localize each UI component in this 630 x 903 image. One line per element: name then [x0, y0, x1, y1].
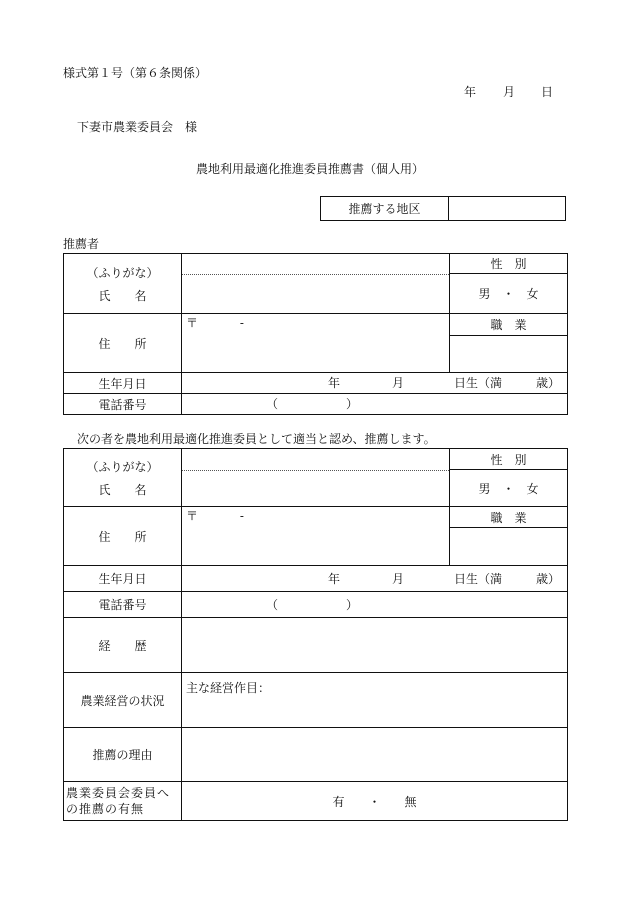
recommender-occupation-field[interactable] — [450, 336, 568, 373]
recommender-phone-field[interactable] — [182, 394, 568, 415]
postal-dash: - — [239, 509, 244, 523]
nominee-gender-label: 性 別 — [450, 449, 568, 470]
date-year-label: 年 — [464, 85, 477, 99]
recommender-birth-label: 生年月日 — [64, 373, 182, 394]
furigana-divider — [182, 470, 449, 471]
main-crops-label: 主な経営作目： — [186, 681, 271, 695]
district-value-field[interactable] — [449, 197, 566, 221]
nominee-occupation-label: 職 業 — [450, 507, 568, 528]
phone-close-paren: ） — [346, 598, 359, 612]
nominee-table — [63, 448, 568, 821]
recommender-name-field[interactable] — [182, 254, 450, 314]
date-day-label: 日 — [541, 85, 554, 99]
recommender-phone-label: 電話番号 — [64, 394, 182, 415]
birth-day-age: 日生（満 — [454, 572, 503, 586]
nominee-career-label: 経 歴 — [64, 618, 182, 673]
nominee-name-label-cell — [64, 449, 182, 507]
nominee-furigana-label: （ふりがな） — [86, 459, 159, 474]
recommender-furigana-label: （ふりがな） — [86, 265, 159, 280]
postal-dash: - — [239, 316, 244, 330]
district-box — [320, 196, 566, 221]
phone-close-paren: ） — [346, 397, 359, 411]
nominee-phone-label: 電話番号 — [64, 592, 182, 618]
furigana-divider — [182, 274, 449, 275]
nominee-address-label: 住 所 — [64, 507, 182, 566]
recommender-occupation-label: 職 業 — [450, 314, 568, 336]
nominee-address-field[interactable] — [182, 507, 450, 566]
recommender-address-field[interactable] — [182, 314, 450, 373]
birth-age-unit: 歳） — [536, 376, 561, 390]
recommendation-statement: 次の者を農地利用最適化推進委員として適当と認め、推薦します。 — [77, 432, 436, 446]
addressee: 下妻市農業委員会 様 — [77, 120, 198, 134]
phone-open-paren: （ — [266, 397, 279, 411]
nominee-phone-field[interactable] — [182, 592, 568, 618]
postal-mark: 〒 — [186, 316, 199, 330]
postal-mark: 〒 — [186, 509, 199, 523]
nominee-career-field[interactable] — [182, 618, 568, 673]
nominee-birth-field[interactable] — [182, 566, 568, 592]
recommender-gender-options[interactable]: 男 ・ 女 — [450, 274, 568, 314]
page-title: 農地利用最適化推進委員推薦書（個人用） — [196, 162, 425, 176]
nominee-committee-label: 農業委員会委員への推薦の有無 — [64, 782, 182, 821]
date-month-label: 月 — [503, 85, 516, 99]
nominee-committee-options[interactable]: 有 ・ 無 — [182, 782, 568, 821]
nominee-farm-status-label: 農業経営の状況 — [64, 673, 182, 728]
nominee-occupation-field[interactable] — [450, 528, 568, 566]
birth-month-unit: 月 — [392, 572, 405, 586]
recommender-name-label-cell — [64, 254, 182, 314]
nominee-name-label: 氏 名 — [98, 482, 147, 497]
form-number: 様式第１号（第６条関係） — [63, 66, 208, 80]
birth-year-unit: 年 — [328, 572, 341, 586]
nominee-farm-status-field[interactable] — [182, 673, 568, 728]
nominee-reason-field[interactable] — [182, 728, 568, 782]
birth-year-unit: 年 — [328, 376, 341, 390]
phone-open-paren: （ — [266, 598, 279, 612]
birth-month-unit: 月 — [392, 376, 405, 390]
recommender-birth-field[interactable] — [182, 373, 568, 394]
recommender-section-label: 推薦者 — [63, 237, 100, 251]
nominee-reason-label: 推薦の理由 — [64, 728, 182, 782]
nominee-name-field[interactable] — [182, 449, 450, 507]
recommender-address-label: 住 所 — [64, 314, 182, 373]
recommender-gender-label: 性 別 — [450, 254, 568, 274]
recommender-table — [63, 253, 568, 415]
birth-day-age: 日生（満 — [454, 376, 503, 390]
recommender-name-label: 氏 名 — [98, 288, 147, 303]
district-label: 推薦する地区 — [321, 197, 449, 221]
birth-age-unit: 歳） — [536, 572, 561, 586]
nominee-birth-label: 生年月日 — [64, 566, 182, 592]
nominee-gender-options[interactable]: 男 ・ 女 — [450, 470, 568, 507]
